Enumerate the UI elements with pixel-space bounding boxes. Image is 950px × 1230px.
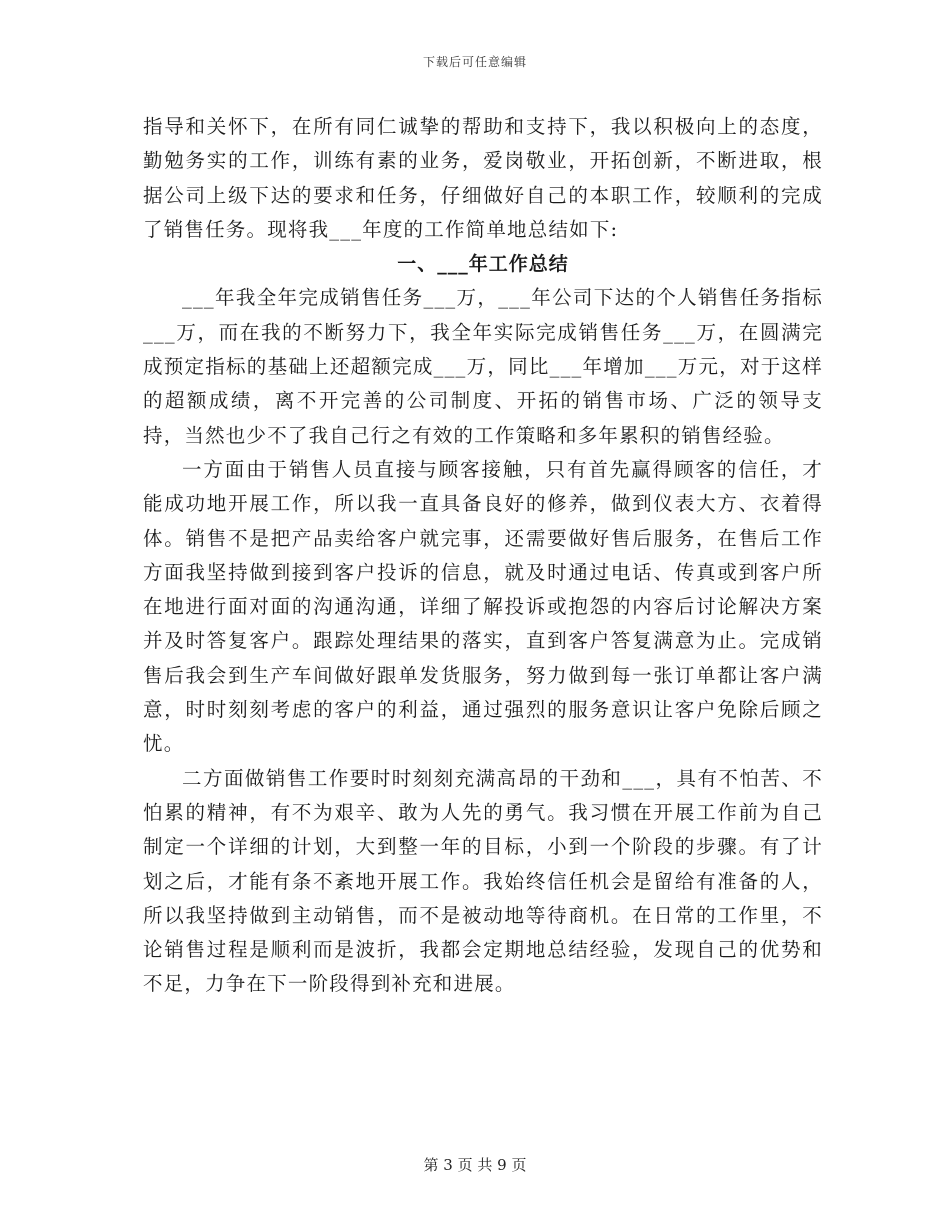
customer-service-paragraph: 一方面由于销售人员直接与顾客接触，只有首先赢得顾客的信任，才能成功地开展工作，所以我一直具备良好的修养，做到仪表大方、衣着得体。销售不是把产品卖给客户就完事，还需要做好售后服务，在售后工作方面我坚持做到接到客户投诉的信息，就及时通过电话、传真或到客户所在地进行面对面的沟通沟通，详细了解投诉或抱怨的内容后讨论解决方案并及时答复客户。跟踪处理结果的落实，直到客户答复满意为止。完成销售后我会到生产车间做好跟单发货服务，努力做到每一张订单都让客户满意，时时刻刻考虑的客户的利益，通过强烈的服务意识让客户免除后顾之忧。	[143, 457, 823, 756]
header-note: 下载后可任意编辑	[422, 55, 527, 69]
work-attitude-paragraph: 二方面做销售工作要时时刻刻充满高昂的干劲和___，具有不怕苦、不怕累的精神，有不为艰辛、敢为人先的勇气。我习惯在开展工作前为自己制定一个详细的计划，大到整一年的目标，小到一个阶段的步骤。有了计划之后，才能有条不紊地开展工作。我始终信任机会是留给有准备的人，所以我坚持做到主动销售，而不是被动地等待商机。在日常的工作里，不论销售过程是顺利而是波折，我都会定期地总结经验，发现自己的优势和不足，力争在下一阶段得到补充和进展。	[143, 766, 823, 996]
intro-paragraph: 指导和关怀下，在所有同仁诚挚的帮助和支持下，我以积极向上的态度，勤勉务实的工作，训练有素的业务，爱岗敬业，开拓创新，不断进取，根据公司上级下达的要求和任务，仔细做好自己的本职工作，较顺利的完成了销售任务。现将我___年度的工作简单地总结如下:	[143, 115, 823, 241]
section-heading: 一、___年工作总结	[397, 253, 569, 276]
document-body	[143, 110, 823, 1002]
sales-results-paragraph: ___年我全年完成销售任务___万，___年公司下达的个人销售任务指标___万，而在我的不断努力下，我全年实际完成销售任务___万，在圆满完成预定指标的基础上还超额完成___万，同比___年增加___万元，对于这样的超额成绩，离不开完善的公司制度、开拓的销售市场、广泛的领导支持，当然也少不了我自己行之有效的工作策略和多年累积的销售经验。	[143, 286, 823, 447]
page-indicator: 第 3 页 共 9 页	[423, 1156, 527, 1174]
